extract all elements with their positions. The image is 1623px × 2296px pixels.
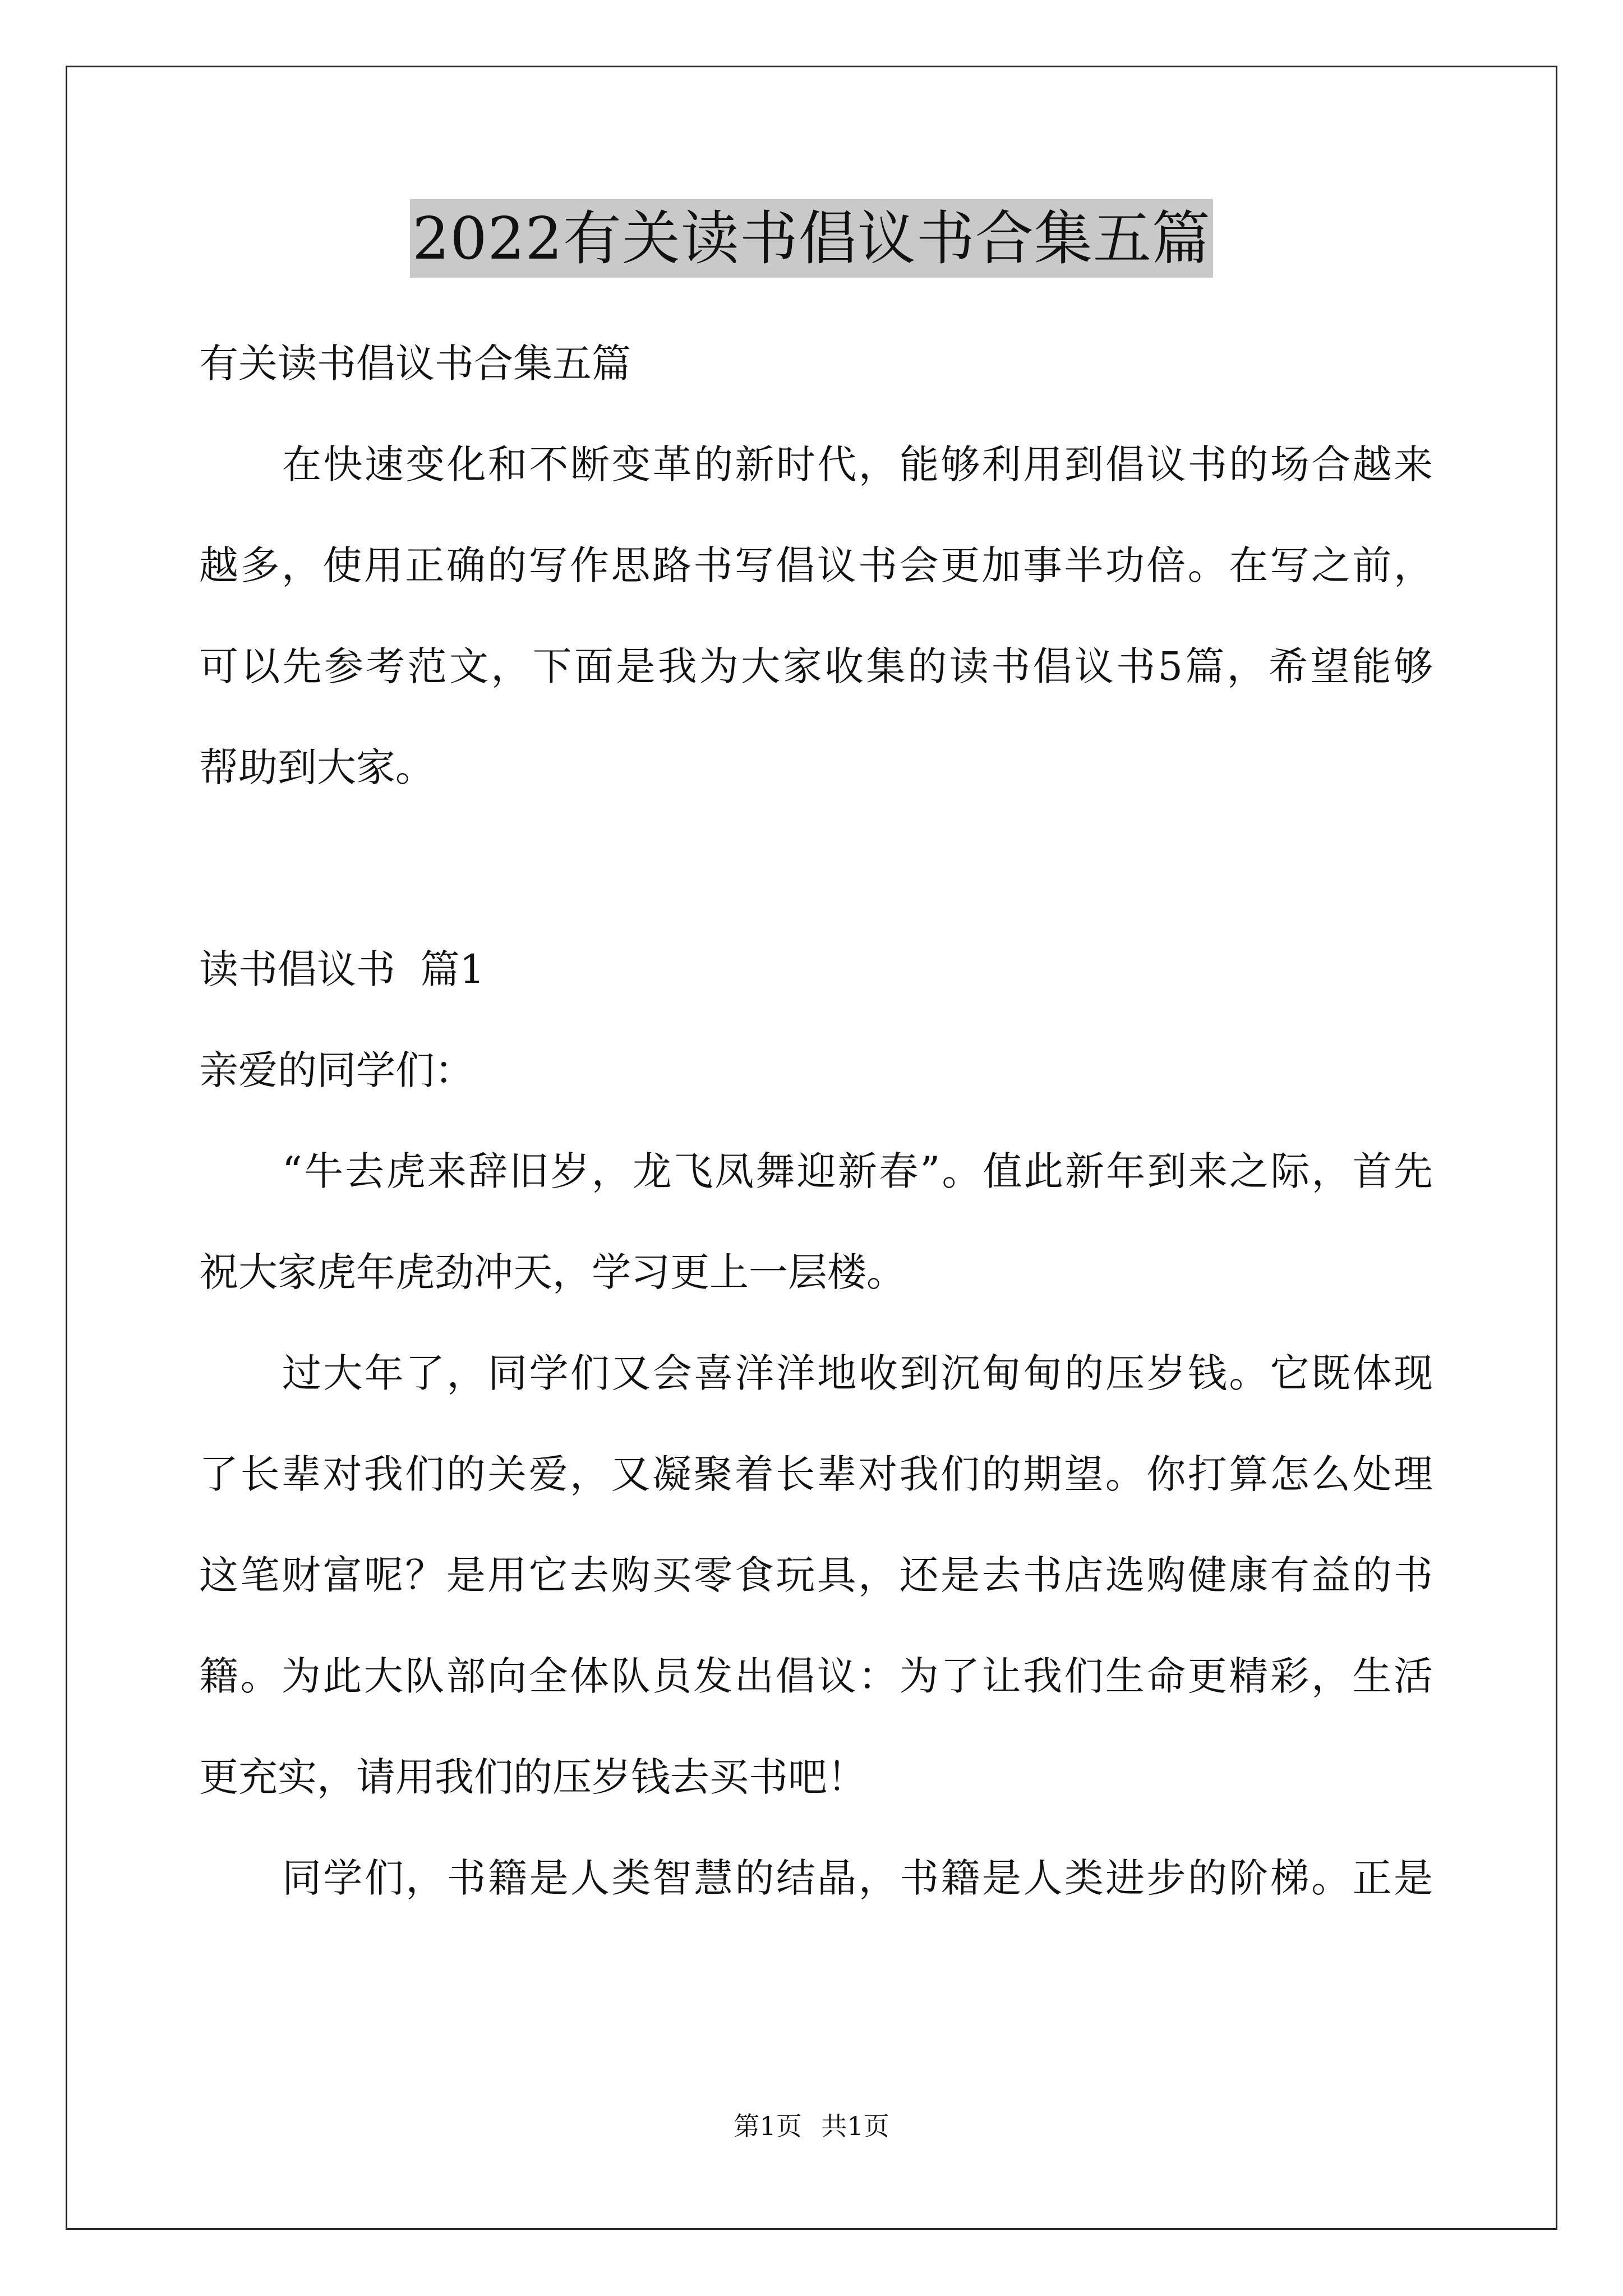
- intro-line: 可以先参考范文，下面是我为大家收集的读书倡议书5篇，希望能够: [199, 643, 1433, 689]
- paragraph-line: “牛去虎来辞旧岁，龙飞凤舞迎新春”。值此新年到来之际，首先: [282, 1148, 1433, 1194]
- document-body: [199, 313, 1433, 1929]
- page-footer: [0, 2109, 1623, 2143]
- paragraph-line: 更充实，请用我们的压岁钱去买书吧！: [199, 1754, 866, 1800]
- page-number-total: 共1页: [821, 2111, 889, 2141]
- page-number-current: 第1页: [734, 2111, 802, 2141]
- salutation: 亲爱的同学们：: [199, 1047, 474, 1093]
- intro-line: 帮助到大家。: [199, 744, 435, 790]
- document-title: 2022有关读书倡议书合集五篇: [410, 199, 1213, 278]
- section-heading: 读书倡议书 篇1: [199, 946, 485, 992]
- intro-line: 在快速变化和不断变革的新时代，能够利用到倡议书的场合越来: [282, 441, 1433, 487]
- document-subtitle: 有关读书倡议书合集五篇: [199, 341, 631, 386]
- paragraph-line: 祝大家虎年虎劲冲天，学习更上一层楼。: [199, 1249, 906, 1295]
- paragraph-line: 了长辈对我们的关爱，又凝聚着长辈对我们的期望。你打算怎么处理: [199, 1451, 1433, 1497]
- paragraph-line: 籍。为此大队部向全体队员发出倡议：为了让我们生命更精彩，生活: [199, 1653, 1433, 1699]
- paragraph-line: 这笔财富呢？是用它去购买零食玩具，还是去书店选购健康有益的书: [199, 1552, 1433, 1598]
- intro-line: 越多，使用正确的写作思路书写倡议书会更加事半功倍。在写之前，: [199, 542, 1433, 588]
- paragraph-line: 同学们，书籍是人类智慧的结晶，书籍是人类进步的阶梯。正是: [282, 1855, 1433, 1901]
- section-spacer: [199, 818, 1433, 919]
- paragraph-line: 过大年了，同学们又会喜洋洋地收到沉甸甸的压岁钱。它既体现: [282, 1350, 1433, 1396]
- title-wrap: [0, 199, 1623, 278]
